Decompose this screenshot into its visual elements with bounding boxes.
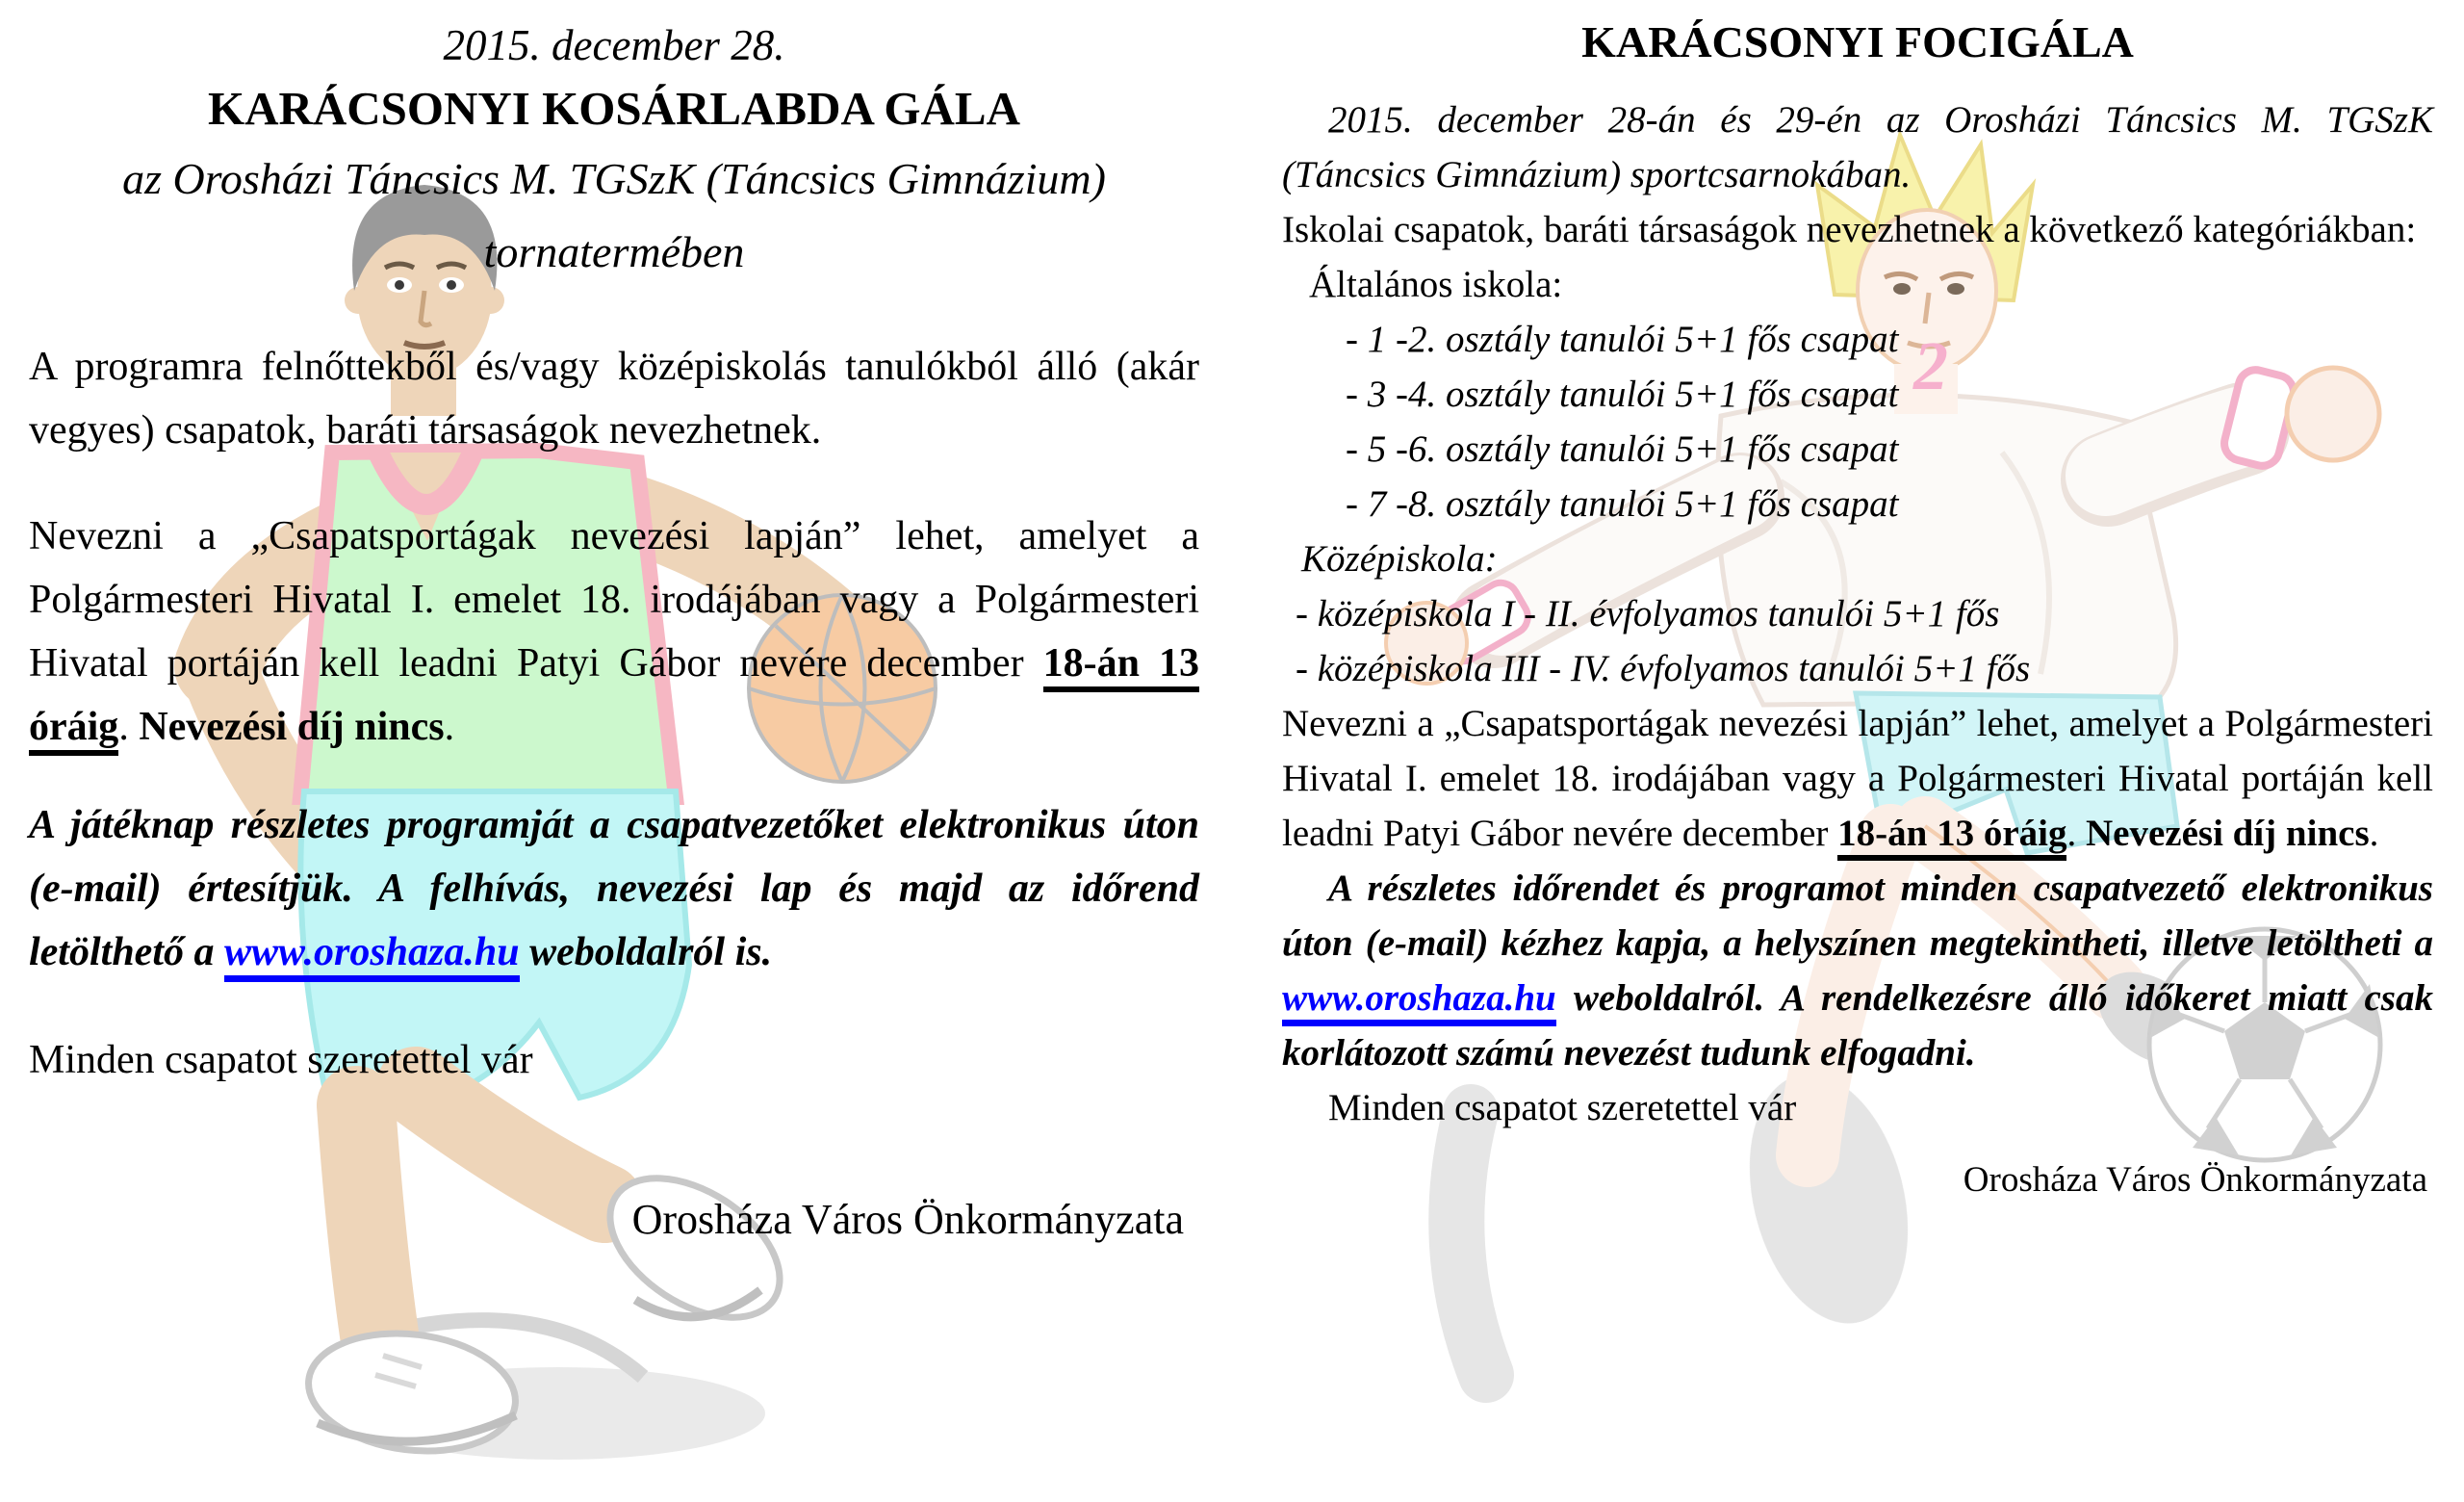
category-secondary-label: Középiskola: — [1301, 538, 1498, 580]
list-item: - középiskola I - II. évfolyamos tanulói 5+1 fős — [1296, 593, 2000, 634]
page-title-right: KARÁCSONYI FOCIGÁLA — [1581, 17, 2134, 66]
closing-line: Minden csapatot szeretettel vár — [29, 1038, 533, 1082]
list-item: - 1 -2. osztály tanulói 5+1 fős csapat — [1346, 319, 1899, 360]
registration-mid: . — [2066, 813, 2086, 854]
list-item: - 5 -6. osztály tanulói 5+1 fős csapat — [1346, 428, 1899, 470]
category-primary-label: Általános iskola: — [1309, 264, 1563, 305]
registration-text: Nevezni a „Csapatsportágak nevezési lapján” lehet, amelyet a Polgármesteri Hivatal I. emelet 18. irodájában vagy a Polgármesteri Hivatal portáján kell leadni Patyi Gábor nevére december — [1282, 703, 2433, 854]
left-header — [29, 15, 1199, 289]
event-date: 2015. december 28. — [443, 21, 785, 69]
intro-paragraph: 2015. december 28-án és 29-én az Orosházi Táncsics M. TGSzK (Táncsics Gimnázium) sportcsarnokában. — [1282, 99, 2433, 195]
venue-subtitle: az Orosházi Táncsics M. TGSzK (Táncsics Gimnázium) tornatermében — [122, 154, 1106, 276]
schedule-text-end: weboldalról is. — [519, 930, 773, 974]
list-item: - középiskola III - IV. évfolyamos tanulói 5+1 fős — [1296, 648, 2031, 689]
page-title-left: KARÁCSONYI KOSÁRLABDA GÁLA — [207, 82, 1020, 135]
paragraph-registration — [1282, 696, 2433, 861]
list-item: - 7 -8. osztály tanulói 5+1 fős csapat — [1346, 483, 1899, 525]
schedule-text: A játéknap részletes programját a csapatvezetőket elektronikus úton (e-mail) értesítjük. A felhívás, nevezési lap és majd az időrend letölthető a — [29, 803, 1199, 974]
schedule-text: A részletes időrendet és programot minden csapatvezető elektronikus úton (e-mail) kézhez kapja, a helyszínen megtekintheti, illetve letöltheti a — [1282, 868, 2433, 964]
registration-mid: . — [118, 705, 140, 749]
closing-line: Minden csapatot szeretettel vár — [1328, 1087, 1797, 1128]
schedule-text-end: weboldalról. A rendelkezésre álló időkeret miatt csak korlátozott számú nevezést tudunk elfogadni. — [1282, 977, 2433, 1074]
website-link[interactable]: www.oroshaza.hu — [1282, 977, 1556, 1026]
signature: Orosháza Város Önkormányzata — [631, 1196, 1184, 1243]
website-link[interactable]: www.oroshaza.hu — [224, 930, 520, 982]
left-flyer-basketball — [29, 15, 1199, 1252]
list-item: - 3 -4. osztály tanulói 5+1 fős csapat — [1346, 374, 1899, 415]
registration-text: Nevezni a „Csapatsportágak nevezési lapján” lehet, amelyet a Polgármesteri Hivatal I. emelet 18. irodájában vagy a Polgármesteri Hivatal portáján kell leadni Patyi Gábor nevére december — [29, 514, 1199, 686]
paragraph-teams: A programra felnőttekből és/vagy középiskolás tanulókból álló (akár vegyes) csapatok, baráti társaságok nevezhetnek. — [29, 345, 1199, 453]
paragraph-schedule — [1282, 861, 2433, 1080]
no-fee-note: Nevezési díj nincs — [2085, 813, 2370, 854]
no-fee-note: Nevezési díj nincs — [139, 705, 445, 749]
signature: Orosháza Város Önkormányzata — [1963, 1160, 2427, 1200]
registration-deadline: 18-án 13 óráig — [29, 641, 1199, 756]
paragraph-schedule — [29, 793, 1199, 984]
jersey-number: 2 — [1913, 327, 1948, 404]
paragraph-registration — [29, 505, 1199, 759]
registration-end: . — [444, 705, 455, 749]
registration-deadline: 18-án 13 óráig — [1837, 813, 2066, 861]
registration-end: . — [2369, 813, 2379, 854]
right-flyer-football — [1282, 15, 2433, 1207]
categories-intro: Iskolai csapatok, baráti társaságok nevezhetnek a következő kategóriákban: — [1282, 209, 2417, 250]
